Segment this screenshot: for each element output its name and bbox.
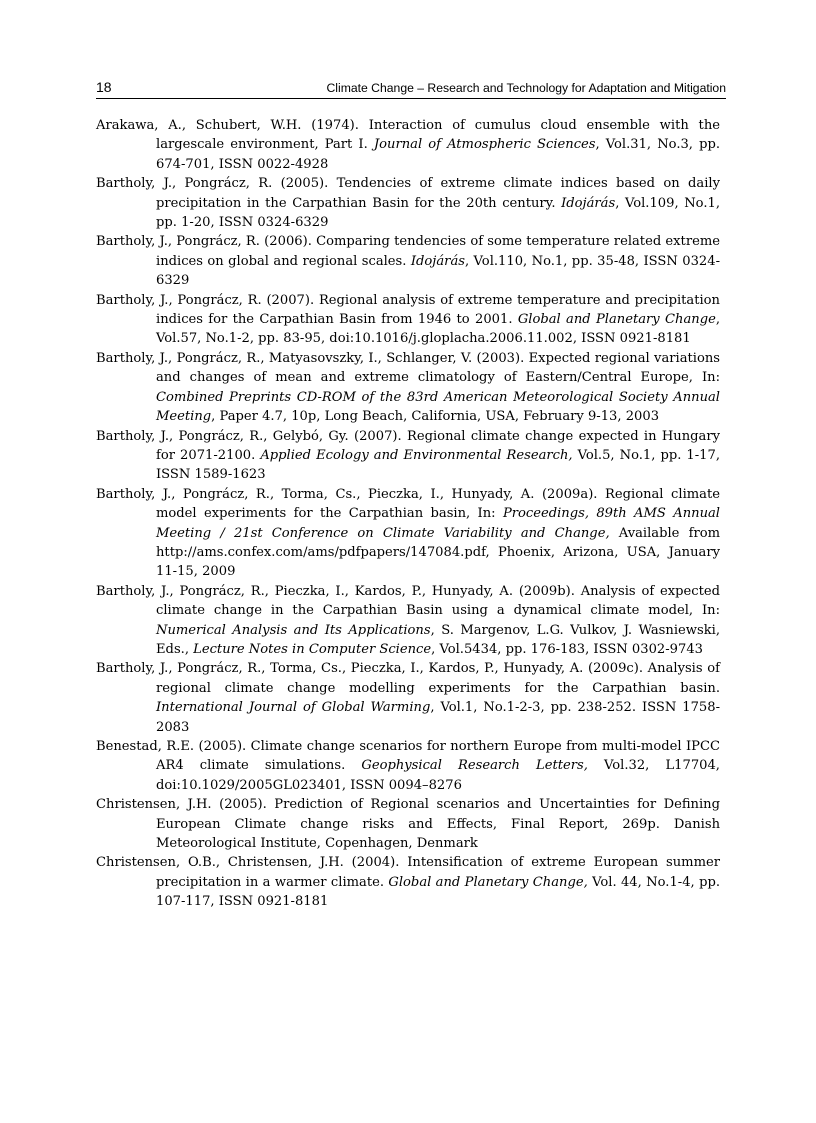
- reference-text: Bartholy, J., Pongrácz, R., Pieczka, I., Kardos, P., Hunyady, A. (2009b). Analysis of expected climate change in the Carpathian Basin using a dynamical climate model, In:: [96, 583, 720, 619]
- reference-text: Arakawa, A., Schubert, W.H. (1974). Interaction of cumulus cloud ensemble with the largescale environment, Part I.: [96, 118, 720, 153]
- reference-item: [96, 737, 720, 795]
- reference-text: Bartholy, J., Pongrácz, R. (2006). Comparing tendencies of some temperature related extreme indices on global and regional scales.: [96, 234, 720, 269]
- reference-journal: Global and Planetary Change: [517, 312, 716, 328]
- reference-journal: Geophysical Research Letters,: [361, 758, 588, 774]
- reference-journal: Journal of Atmospheric Sciences: [373, 137, 596, 153]
- reference-journal: Combined Preprints CD-ROM of the 83rd American Meteorological Society Annual Meeting: [156, 389, 720, 425]
- reference-item: [96, 291, 720, 349]
- reference-journal: International Journal of Global Warming: [156, 700, 431, 716]
- reference-details: Vol.5, No.1, pp. 1-17, ISSN 1589-1623: [156, 447, 720, 483]
- reference-details: , Vol.109, No.1, pp. 1-20, ISSN 0324-6329: [156, 195, 720, 231]
- reference-item: [96, 349, 720, 427]
- reference-journal: Numerical Analysis and Its Applications: [156, 622, 431, 638]
- reference-item: [96, 795, 720, 853]
- reference-text: Bartholy, J., Pongrácz, R., Torma, Cs., Pieczka, I., Hunyady, A. (2009a). Regional climate model experiments for the Carpathian basin, In:: [96, 486, 720, 522]
- reference-item: [96, 232, 720, 290]
- reference-text: Bartholy, J., Pongrácz, R., Torma, Cs., Pieczka, I., Kardos, P., Hunyady, A. (2009c). Analysis of regional climate change modelling experiments for the Carpathian basin.: [96, 661, 720, 696]
- reference-series: Lecture Notes in Computer Science: [193, 641, 432, 657]
- reference-details: , Vol.1, No.1-2-3, pp. 238-252. ISSN 1758-2083: [156, 700, 720, 735]
- reference-item: [96, 116, 720, 174]
- reference-item: [96, 659, 720, 737]
- reference-text: Bartholy, J., Pongrácz, R., Matyasovszky, I., Schlanger, V. (2003). Expected regional variations and changes of mean and extreme climatology of Eastern/Central Europe, In:: [96, 350, 720, 386]
- page-number: 18: [96, 79, 112, 95]
- reference-text: Christensen, O.B., Christensen, J.H. (2004). Intensification of extreme European summer precipitation in a warmer climate.: [96, 855, 720, 890]
- reference-item: [96, 174, 720, 232]
- reference-details: Vol.32, L17704, doi:10.1029/2005GL023401, ISSN 0094–8276: [156, 758, 720, 793]
- page-header: [96, 78, 726, 99]
- reference-details: , Vol.110, No.1, pp. 35-48, ISSN 0324-6329: [156, 253, 720, 289]
- reference-text: Benestad, R.E. (2005). Climate change scenarios for northern Europe from multi-model IPCC AR4 climate simulations.: [96, 739, 720, 774]
- reference-details: Vol. 44, No.1-4, pp. 107-117, ISSN 0921-8181: [156, 874, 720, 910]
- reference-journal: Idojárás: [410, 253, 465, 269]
- reference-text: Bartholy, J., Pongrácz, R., Gelybó, Gy. (2007). Regional climate change expected in Hungary for 2071-2100.: [96, 428, 720, 463]
- reference-text: Christensen, J.H. (2005). Prediction of Regional scenarios and Uncertainties for Defining European Climate change risks and Effects, Final Report, 269p. Danish Meteorological Institute, Copenhagen, Denmark: [96, 797, 720, 852]
- reference-item: [96, 582, 720, 660]
- reference-journal: Global and Planetary Change,: [388, 874, 588, 890]
- reference-item: [96, 427, 720, 485]
- reference-journal: Proceedings, 89th AMS Annual Meeting / 21st Conference on Climate Variability and Change,: [156, 506, 720, 541]
- reference-list: [96, 116, 720, 912]
- reference-details: , Paper 4.7, 10p, Long Beach, California, USA, February 9-13, 2003: [211, 409, 660, 425]
- reference-journal: Idojárás: [561, 195, 616, 211]
- reference-details: , Vol.57, No.1-2, pp. 83-95, doi:10.1016/j.gloplacha.2006.11.002, ISSN 0921-8181: [156, 312, 720, 347]
- reference-journal: Applied Ecology and Environmental Research,: [260, 447, 573, 463]
- reference-text: Bartholy, J., Pongrácz, R. (2005). Tendencies of extreme climate indices based on daily precipitation in the Carpathian Basin for the 20th century.: [96, 176, 720, 211]
- reference-details: , S. Margenov, L.G. Vulkov, J. Wasniewski, Eds.,: [156, 622, 720, 657]
- reference-text: Bartholy, J., Pongrácz, R. (2007). Regional analysis of extreme temperature and precipitation indices for the Carpathian Basin from 1946 to 2001.: [96, 292, 720, 328]
- reference-details: , Vol.31, No.3, pp. 674-701, ISSN 0022-4928: [156, 137, 721, 172]
- reference-item: [96, 853, 720, 911]
- running-title: Climate Change – Research and Technology for Adaptation and Mitigation: [326, 81, 726, 95]
- reference-item: [96, 485, 720, 582]
- reference-details-2: , Vol.5434, pp. 176-183, ISSN 0302-9743: [431, 641, 703, 657]
- reference-details: Available from http://ams.confex.com/ams/pdfpapers/147084.pdf, Phoenix, Arizona, USA, January 11-15, 2009: [156, 525, 721, 580]
